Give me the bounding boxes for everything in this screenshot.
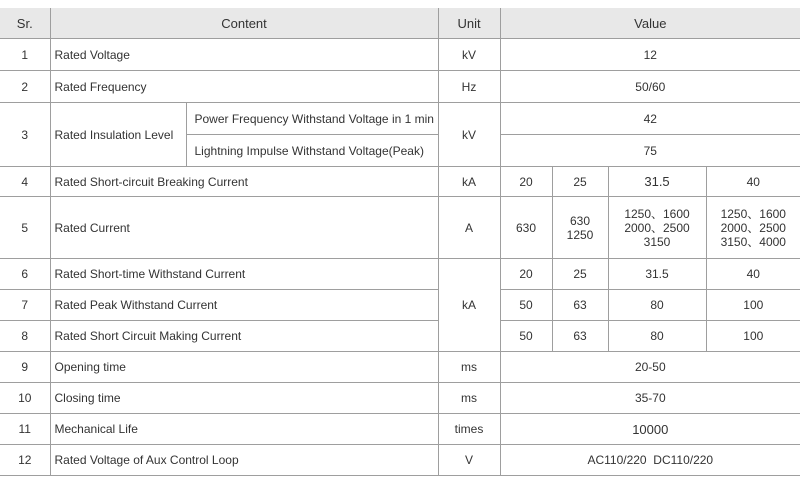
row-value: 10000: [500, 414, 800, 445]
row-value: 42: [500, 103, 800, 135]
row-value: 630: [500, 197, 552, 259]
table-row: [0, 290, 800, 321]
table-row: [0, 352, 800, 383]
header-unit: Unit: [438, 8, 500, 39]
row-content: Rated Short Circuit Making Current: [50, 321, 438, 352]
row-sr: 7: [0, 290, 50, 321]
row-value: 31.5: [608, 167, 706, 197]
row-sr: 5: [0, 197, 50, 259]
row-sr: 12: [0, 445, 50, 476]
table-row: [0, 445, 800, 476]
header-row: [0, 8, 800, 39]
header-value: Value: [500, 8, 800, 39]
row-value: 50/60: [500, 71, 800, 103]
table-row: [0, 103, 800, 135]
row-value: 31.5: [608, 259, 706, 290]
table-row: [0, 167, 800, 197]
row-content: Opening time: [50, 352, 438, 383]
row-sr: 11: [0, 414, 50, 445]
row-sr: 6: [0, 259, 50, 290]
row-unit: ms: [438, 352, 500, 383]
row-sr: 2: [0, 71, 50, 103]
row-content: Rated Insulation Level: [50, 103, 186, 167]
row-unit: kA: [438, 167, 500, 197]
row-value: 20-50: [500, 352, 800, 383]
row-sr: 9: [0, 352, 50, 383]
row-value: 25: [552, 259, 608, 290]
value-line: 2000、2500: [624, 220, 690, 235]
row-content: Mechanical Life: [50, 414, 438, 445]
header-content: Content: [50, 8, 438, 39]
row-unit: times: [438, 414, 500, 445]
row-unit: kV: [438, 39, 500, 71]
table-row: [0, 321, 800, 352]
value-line: 1250、1600: [720, 206, 786, 221]
row-unit: kA: [438, 259, 500, 352]
row-sr: 4: [0, 167, 50, 197]
table-row: [0, 259, 800, 290]
table-row: [0, 71, 800, 103]
row-content: Rated Peak Withstand Current: [50, 290, 438, 321]
row-value: 40: [706, 167, 800, 197]
row-value: AC110/220 DC110/220: [500, 445, 800, 476]
row-unit: A: [438, 197, 500, 259]
value-line: 1250、1600: [624, 206, 690, 221]
spec-table: [0, 8, 800, 476]
row-subcontent: Lightning Impulse Withstand Voltage(Peak): [186, 135, 438, 167]
row-content: Rated Short-time Withstand Current: [50, 259, 438, 290]
value-line: 630: [570, 213, 591, 228]
value-line: 2000、2500: [720, 220, 786, 235]
row-unit: kV: [438, 103, 500, 167]
row-value: 40: [706, 259, 800, 290]
row-value: 100: [706, 321, 800, 352]
table-row: [0, 383, 800, 414]
row-unit: ms: [438, 383, 500, 414]
table-row: [0, 197, 800, 259]
row-sr: 8: [0, 321, 50, 352]
row-value: [706, 197, 800, 259]
row-value: 25: [552, 167, 608, 197]
value-line: 3150: [643, 234, 671, 249]
row-value: 50: [500, 321, 552, 352]
table-row: [0, 414, 800, 445]
row-value: 35-70: [500, 383, 800, 414]
row-value: [608, 197, 706, 259]
row-subcontent: Power Frequency Withstand Voltage in 1 min: [186, 103, 438, 135]
header-sr: Sr.: [0, 8, 50, 39]
row-value: 12: [500, 39, 800, 71]
row-value: 100: [706, 290, 800, 321]
row-value: 50: [500, 290, 552, 321]
row-content: Rated Frequency: [50, 71, 438, 103]
row-sr: 1: [0, 39, 50, 71]
row-value: 80: [608, 290, 706, 321]
row-value: 20: [500, 259, 552, 290]
row-sr: 3: [0, 103, 50, 167]
row-content: Rated Current: [50, 197, 438, 259]
row-value: 63: [552, 290, 608, 321]
row-content: Rated Voltage of Aux Control Loop: [50, 445, 438, 476]
value-line: 3150、4000: [720, 234, 786, 249]
row-unit: Hz: [438, 71, 500, 103]
row-content: Rated Voltage: [50, 39, 438, 71]
row-value: 63: [552, 321, 608, 352]
value-line: 1250: [566, 227, 594, 242]
row-value: 75: [500, 135, 800, 167]
table-row: [0, 39, 800, 71]
row-unit: V: [438, 445, 500, 476]
row-sr: 10: [0, 383, 50, 414]
row-content: Rated Short-circuit Breaking Current: [50, 167, 438, 197]
row-value: 20: [500, 167, 552, 197]
row-value: [552, 197, 608, 259]
row-value: 80: [608, 321, 706, 352]
row-content: Closing time: [50, 383, 438, 414]
